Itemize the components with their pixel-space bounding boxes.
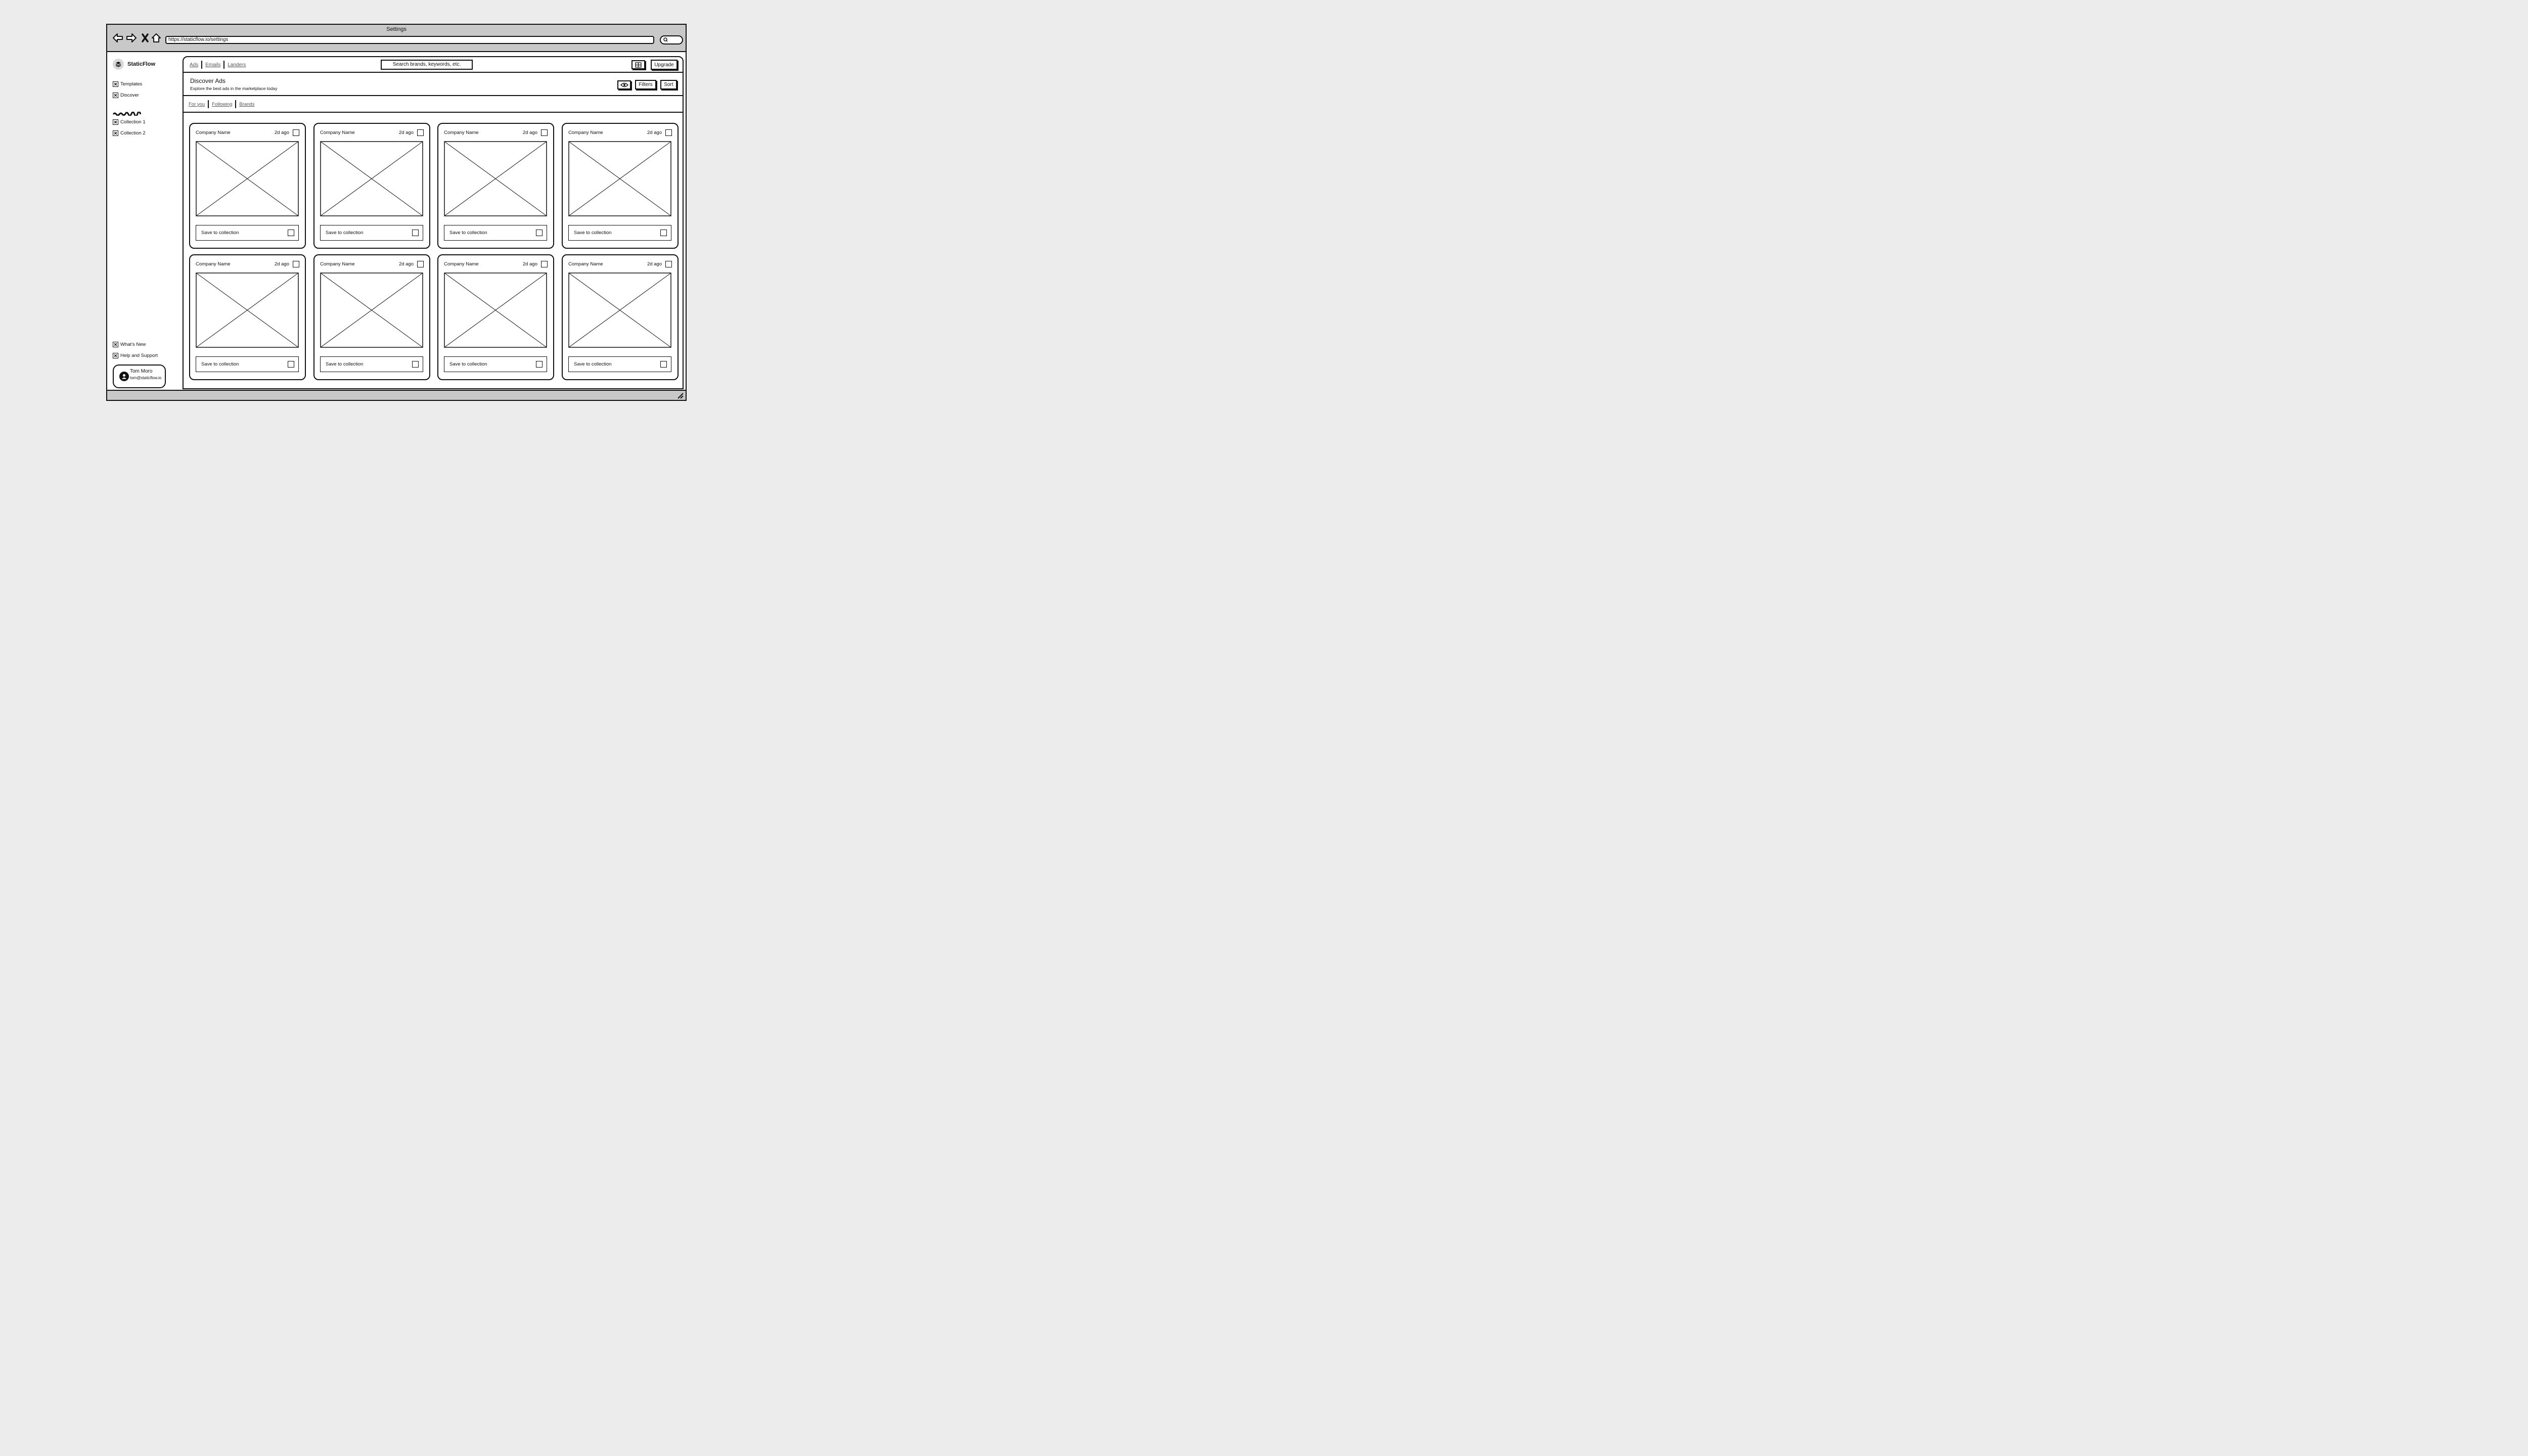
save-checkbox[interactable] bbox=[288, 361, 294, 368]
top-navigation-bar bbox=[184, 57, 683, 73]
ad-card-header bbox=[568, 261, 672, 268]
save-to-collection-button[interactable] bbox=[196, 356, 299, 372]
page-header bbox=[184, 73, 683, 96]
window-title: Settings bbox=[386, 26, 407, 32]
ad-image-placeholder[interactable] bbox=[320, 141, 423, 216]
select-checkbox[interactable] bbox=[293, 129, 299, 136]
collection-icon bbox=[113, 130, 118, 136]
post-time: 2d ago bbox=[274, 261, 289, 267]
divider bbox=[201, 61, 202, 69]
save-checkbox[interactable] bbox=[288, 230, 294, 236]
sidebar-item-discover[interactable] bbox=[113, 93, 139, 98]
company-name: Company Name bbox=[320, 261, 355, 267]
link-landers[interactable]: Landers bbox=[228, 62, 246, 68]
ad-card[interactable] bbox=[562, 254, 679, 380]
browser-titlebar bbox=[107, 25, 686, 52]
save-to-collection-label: Save to collection bbox=[449, 230, 487, 236]
page-title: Discover Ads bbox=[190, 77, 226, 84]
user-email: tom@staticflow.io bbox=[130, 376, 162, 380]
status-bar bbox=[107, 390, 686, 400]
search-input[interactable]: Search brands, keywords, etc. bbox=[381, 60, 473, 70]
templates-icon bbox=[113, 81, 118, 87]
ad-card[interactable] bbox=[562, 123, 679, 249]
save-to-collection-button[interactable] bbox=[320, 356, 423, 372]
help-icon bbox=[113, 353, 118, 358]
save-to-collection-button[interactable] bbox=[444, 356, 547, 372]
url-bar[interactable]: https://staticflow.io/settings bbox=[165, 36, 654, 44]
tab-brands[interactable]: Brands bbox=[239, 101, 255, 107]
company-name: Company Name bbox=[320, 130, 355, 135]
close-x-icon[interactable] bbox=[139, 32, 151, 44]
sidebar-item-label: Collection 1 bbox=[120, 119, 146, 125]
ad-card[interactable] bbox=[437, 123, 554, 249]
post-time: 2d ago bbox=[647, 130, 662, 135]
divider bbox=[223, 61, 224, 69]
sidebar-item-whats-new[interactable] bbox=[113, 342, 146, 347]
save-to-collection-label: Save to collection bbox=[326, 230, 364, 236]
brand-name: StaticFlow bbox=[127, 61, 156, 67]
user-name: Tom Moro bbox=[130, 369, 153, 374]
company-name: Company Name bbox=[444, 261, 479, 267]
ad-image-placeholder[interactable] bbox=[196, 272, 299, 348]
ad-card[interactable] bbox=[313, 254, 430, 380]
back-arrow-icon[interactable] bbox=[112, 32, 124, 44]
ad-image-placeholder[interactable] bbox=[568, 141, 671, 216]
ad-card-header bbox=[320, 130, 424, 137]
save-to-collection-label: Save to collection bbox=[574, 230, 612, 236]
ad-image-placeholder[interactable] bbox=[196, 141, 299, 216]
ad-card[interactable] bbox=[437, 254, 554, 380]
ad-image-placeholder[interactable] bbox=[444, 141, 547, 216]
divider bbox=[235, 100, 236, 108]
ad-card-header bbox=[196, 261, 299, 268]
ad-image-placeholder[interactable] bbox=[568, 272, 671, 348]
sidebar-item-label: Discover bbox=[120, 93, 139, 98]
tab-following[interactable]: Following bbox=[212, 101, 233, 107]
save-checkbox[interactable] bbox=[536, 230, 543, 236]
grid-icon bbox=[635, 62, 642, 68]
post-time: 2d ago bbox=[398, 130, 414, 135]
select-checkbox[interactable] bbox=[417, 129, 424, 136]
sidebar-item-label: Help and Support bbox=[120, 353, 158, 358]
save-to-collection-label: Save to collection bbox=[574, 361, 612, 367]
company-name: Company Name bbox=[196, 130, 231, 135]
layers-icon bbox=[113, 59, 124, 70]
save-checkbox[interactable] bbox=[660, 230, 667, 236]
browser-search-button[interactable] bbox=[660, 35, 683, 44]
user-profile-card[interactable] bbox=[113, 365, 166, 388]
sidebar-item-templates[interactable] bbox=[113, 81, 142, 87]
save-to-collection-button[interactable] bbox=[444, 225, 547, 241]
ad-card-header bbox=[568, 130, 672, 137]
save-to-collection-button[interactable] bbox=[196, 225, 299, 241]
company-name: Company Name bbox=[444, 130, 479, 135]
save-to-collection-label: Save to collection bbox=[201, 230, 239, 236]
eye-icon bbox=[620, 82, 628, 87]
save-to-collection-button[interactable] bbox=[568, 356, 671, 372]
ad-card-header bbox=[444, 130, 548, 137]
post-time: 2d ago bbox=[647, 261, 662, 267]
select-checkbox[interactable] bbox=[417, 261, 424, 267]
sidebar-item-collection-2[interactable] bbox=[113, 130, 146, 136]
page-subtitle: Explore the best ads in the marketplace today bbox=[190, 86, 278, 91]
save-checkbox[interactable] bbox=[412, 230, 419, 236]
resize-grip-icon[interactable] bbox=[676, 392, 684, 399]
discover-icon bbox=[113, 93, 118, 98]
upgrade-button[interactable]: Upgrade bbox=[651, 60, 678, 70]
ad-card-header bbox=[444, 261, 548, 268]
sort-button[interactable]: Sort bbox=[660, 80, 677, 89]
ad-image-placeholder[interactable] bbox=[444, 272, 547, 348]
main-panel bbox=[183, 56, 684, 389]
collection-icon bbox=[113, 119, 118, 125]
content-type-links bbox=[190, 61, 246, 69]
ad-card[interactable] bbox=[313, 123, 430, 249]
post-time: 2d ago bbox=[274, 130, 289, 135]
layout-grid-button[interactable] bbox=[631, 60, 645, 69]
save-checkbox[interactable] bbox=[660, 361, 667, 368]
ad-image-placeholder[interactable] bbox=[320, 272, 423, 348]
divider bbox=[208, 100, 209, 108]
ad-card[interactable] bbox=[189, 123, 306, 249]
ad-card[interactable] bbox=[189, 254, 306, 380]
save-checkbox[interactable] bbox=[412, 361, 419, 368]
save-to-collection-button[interactable] bbox=[320, 225, 423, 241]
post-time: 2d ago bbox=[522, 130, 537, 135]
ad-card-header bbox=[196, 130, 299, 137]
link-emails[interactable]: Emails bbox=[205, 62, 221, 68]
select-checkbox[interactable] bbox=[541, 261, 548, 267]
save-to-collection-label: Save to collection bbox=[326, 361, 364, 367]
save-to-collection-label: Save to collection bbox=[201, 361, 239, 367]
sidebar-item-help-and-support[interactable] bbox=[113, 353, 158, 358]
ad-card-header bbox=[320, 261, 424, 268]
browser-window bbox=[106, 24, 687, 401]
forward-arrow-icon[interactable] bbox=[125, 32, 138, 44]
feed-tabs bbox=[184, 96, 683, 113]
sidebar-item-label: Collection 2 bbox=[120, 130, 146, 136]
link-ads[interactable]: Ads bbox=[190, 62, 199, 68]
sidebar-item-label: Templates bbox=[120, 81, 143, 87]
select-checkbox[interactable] bbox=[665, 129, 672, 136]
post-time: 2d ago bbox=[522, 261, 537, 267]
user-avatar-icon bbox=[119, 372, 129, 381]
tab-for-you[interactable]: For you bbox=[189, 101, 205, 107]
save-checkbox[interactable] bbox=[536, 361, 543, 368]
company-name: Company Name bbox=[568, 261, 603, 267]
select-checkbox[interactable] bbox=[541, 129, 548, 136]
company-name: Company Name bbox=[568, 130, 603, 135]
home-icon[interactable] bbox=[150, 32, 162, 44]
select-checkbox[interactable] bbox=[293, 261, 299, 267]
filters-button[interactable]: Filters bbox=[635, 80, 656, 89]
save-to-collection-button[interactable] bbox=[568, 225, 671, 241]
select-checkbox[interactable] bbox=[665, 261, 672, 267]
sidebar-item-collection-1[interactable] bbox=[113, 119, 146, 125]
whats-new-icon bbox=[113, 342, 118, 347]
view-toggle-button[interactable] bbox=[617, 80, 631, 89]
post-time: 2d ago bbox=[398, 261, 414, 267]
company-name: Company Name bbox=[196, 261, 231, 267]
sidebar-item-label: What's New bbox=[120, 342, 146, 347]
save-to-collection-label: Save to collection bbox=[449, 361, 487, 367]
collections-heading-scribble bbox=[113, 109, 141, 118]
brand-logo[interactable] bbox=[113, 59, 155, 70]
